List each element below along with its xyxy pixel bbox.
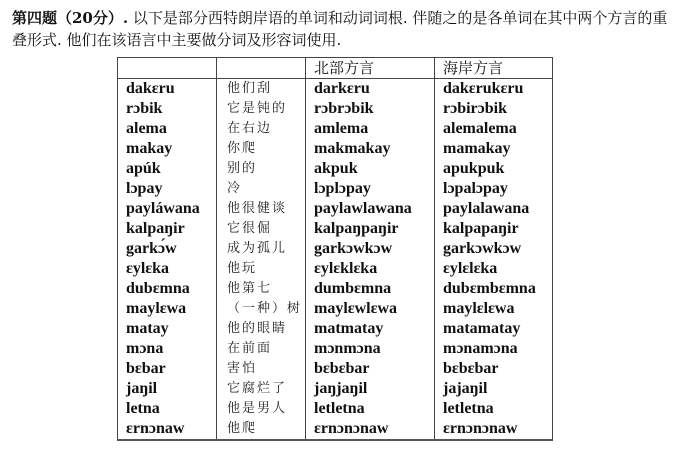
meaning-cell: 他第七	[217, 279, 306, 299]
coastal-form-cell: maylɛlɛwa	[435, 299, 553, 319]
table-row	[118, 319, 553, 339]
word-cell: matay	[118, 319, 217, 339]
meaning-cell: （一种）树	[217, 299, 306, 319]
northern-form-cell: makmakay	[306, 139, 435, 159]
northern-form-cell: letletna	[306, 399, 435, 419]
coastal-form-cell: mɔnamɔna	[435, 339, 553, 359]
word-cell: mɔna	[118, 339, 217, 359]
coastal-form-cell: alemalema	[435, 119, 553, 139]
meaning-cell: 成为孤儿	[217, 239, 306, 259]
header-coastal-dialect: 海岸方言	[435, 58, 553, 79]
word-cell: maylɛwa	[118, 299, 217, 319]
problem-text: 以下是部分西特朗岸语的单词和动词词根. 伴随之的是各单词在其中两个方言的重叠形式. 他们在该语言中主要做分词及形容词使用.	[12, 9, 668, 49]
coastal-form-cell: paylalawana	[435, 199, 553, 219]
table-row	[118, 159, 553, 179]
meaning-cell: 冷	[217, 179, 306, 199]
word-cell: garkɔ́w	[118, 239, 217, 259]
northern-form-cell: kalpaŋpaŋir	[306, 219, 435, 239]
word-cell: alema	[118, 119, 217, 139]
header-northern-dialect: 北部方言	[306, 58, 435, 79]
meaning-cell: 你爬	[217, 139, 306, 159]
problem-label: 第四题（20分）.	[12, 9, 129, 27]
table-row	[118, 279, 553, 299]
table-row	[118, 259, 553, 279]
coastal-form-cell: mamakay	[435, 139, 553, 159]
word-cell: dubɛmna	[118, 279, 217, 299]
northern-form-cell: akpuk	[306, 159, 435, 179]
table-row	[118, 99, 553, 119]
northern-form-cell: dumbɛmna	[306, 279, 435, 299]
word-cell: ɛylɛka	[118, 259, 217, 279]
table-row	[118, 339, 553, 359]
table-row	[118, 359, 553, 379]
coastal-form-cell: dubɛmbɛmna	[435, 279, 553, 299]
meaning-cell: 他玩	[217, 259, 306, 279]
meaning-cell: 在右边	[217, 119, 306, 139]
meaning-cell: 它腐烂了	[217, 379, 306, 399]
table-row	[118, 299, 553, 319]
word-cell: bɛbar	[118, 359, 217, 379]
word-cell: ɛrnɔnaw	[118, 419, 217, 440]
coastal-form-cell: apukpuk	[435, 159, 553, 179]
northern-form-cell: amlema	[306, 119, 435, 139]
northern-form-cell: matmatay	[306, 319, 435, 339]
meaning-cell: 他很健谈	[217, 199, 306, 219]
table-row	[118, 79, 553, 100]
meaning-cell: 他的眼睛	[217, 319, 306, 339]
table-row	[118, 239, 553, 259]
meaning-cell: 他是男人	[217, 399, 306, 419]
table-row	[118, 199, 553, 219]
meaning-cell: 害怕	[217, 359, 306, 379]
header-meaning	[217, 58, 306, 79]
northern-form-cell: ɛylɛklɛka	[306, 259, 435, 279]
table-header-row	[118, 58, 553, 79]
northern-form-cell: lɔplɔpay	[306, 179, 435, 199]
table-row	[118, 419, 553, 440]
coastal-form-cell: ɛrnɔnɔnaw	[435, 419, 553, 440]
meaning-cell: 它很倔	[217, 219, 306, 239]
northern-form-cell: bɛbɛbar	[306, 359, 435, 379]
word-cell: lɔpay	[118, 179, 217, 199]
table-row	[118, 399, 553, 419]
word-cell: letna	[118, 399, 217, 419]
table-row	[118, 179, 553, 199]
meaning-cell: 他们刮	[217, 79, 306, 100]
northern-form-cell: maylɛwlɛwa	[306, 299, 435, 319]
coastal-form-cell: bɛbɛbar	[435, 359, 553, 379]
coastal-form-cell: kalpapaŋir	[435, 219, 553, 239]
meaning-cell: 他爬	[217, 419, 306, 440]
table-row	[118, 139, 553, 159]
word-table	[117, 57, 553, 441]
northern-form-cell: garkɔwkɔw	[306, 239, 435, 259]
coastal-form-cell: lɔpalɔpay	[435, 179, 553, 199]
problem-statement	[12, 7, 682, 51]
northern-form-cell: mɔnmɔna	[306, 339, 435, 359]
table-row	[118, 219, 553, 239]
coastal-form-cell: matamatay	[435, 319, 553, 339]
header-word	[118, 58, 217, 79]
northern-form-cell: paylawlawana	[306, 199, 435, 219]
word-cell: dakɛru	[118, 79, 217, 100]
table-row	[118, 119, 553, 139]
northern-form-cell: jaŋjaŋil	[306, 379, 435, 399]
coastal-form-cell: dakɛrukɛru	[435, 79, 553, 100]
word-cell: apúk	[118, 159, 217, 179]
word-cell: jaŋil	[118, 379, 217, 399]
word-cell: rɔbik	[118, 99, 217, 119]
word-cell: payláwana	[118, 199, 217, 219]
northern-form-cell: rɔbrɔbik	[306, 99, 435, 119]
northern-form-cell: ɛrnɔnɔnaw	[306, 419, 435, 440]
coastal-form-cell: ɛylɛlɛka	[435, 259, 553, 279]
word-cell: makay	[118, 139, 217, 159]
table-row	[118, 379, 553, 399]
word-cell: kalpaŋir	[118, 219, 217, 239]
meaning-cell: 它是钝的	[217, 99, 306, 119]
meaning-cell: 在前面	[217, 339, 306, 359]
northern-form-cell: darkɛru	[306, 79, 435, 100]
coastal-form-cell: rɔbirɔbik	[435, 99, 553, 119]
meaning-cell: 别的	[217, 159, 306, 179]
coastal-form-cell: jajaŋil	[435, 379, 553, 399]
coastal-form-cell: letletna	[435, 399, 553, 419]
coastal-form-cell: garkɔwkɔw	[435, 239, 553, 259]
